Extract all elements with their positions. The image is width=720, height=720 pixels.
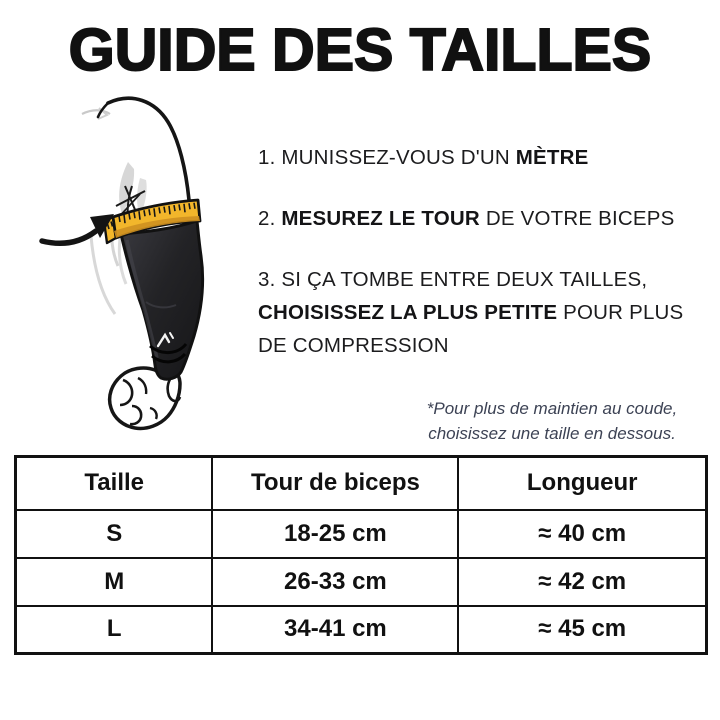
size-cell: M xyxy=(16,558,213,606)
footnote-line-1: *Pour plus de maintien au coude, xyxy=(426,399,678,418)
step-text: 3. SI ÇA TOMBE ENTRE DEUX TAILLES, xyxy=(258,268,648,291)
instruction-step-2 xyxy=(258,202,710,235)
instruction-step-3 xyxy=(258,263,710,362)
biceps-cell: 18-25 cm xyxy=(212,510,458,558)
header-tour-de-biceps: Tour de biceps xyxy=(212,457,458,510)
step-bold-text: MESUREZ LE TOUR xyxy=(281,207,480,230)
header-taille: Taille xyxy=(16,457,213,510)
step-text: 1. MUNISSEZ-VOUS D'UN xyxy=(258,146,516,169)
length-cell: ≈ 42 cm xyxy=(458,558,706,606)
pointer-arrow-icon xyxy=(42,214,114,243)
table-row-l xyxy=(16,606,707,654)
footnote-line-2: choisissez une taille en dessous. xyxy=(428,423,676,443)
size-cell: S xyxy=(16,510,213,558)
step-text: POUR PLUS DE COMPRESSION xyxy=(258,301,684,357)
step-bold-text: CHOISISSEZ LA PLUS PETITE xyxy=(258,301,558,324)
table-row-m xyxy=(16,558,707,606)
table-header-row xyxy=(16,457,707,510)
instruction-step-1 xyxy=(258,141,710,174)
biceps-cell: 34-41 cm xyxy=(212,606,458,654)
arm-illustration-svg xyxy=(28,88,260,450)
compression-sleeve xyxy=(121,221,203,379)
step-text: 2. xyxy=(258,207,282,230)
length-cell: ≈ 40 cm xyxy=(458,510,706,558)
biceps-cell: 26-33 cm xyxy=(212,558,458,606)
header-longueur: Longueur xyxy=(458,457,706,510)
page-title: GUIDE DES TAILLES xyxy=(68,17,652,83)
size-cell: L xyxy=(16,606,213,654)
table-row-s xyxy=(16,510,707,558)
instructions-list xyxy=(258,141,710,390)
length-cell: ≈ 45 cm xyxy=(458,606,706,654)
arm-illustration xyxy=(28,88,260,450)
step-bold-text: MÈTRE xyxy=(515,146,589,169)
footnote xyxy=(394,397,710,446)
step-text: DE VOTRE BICEPS xyxy=(479,207,675,230)
size-table xyxy=(14,455,708,655)
